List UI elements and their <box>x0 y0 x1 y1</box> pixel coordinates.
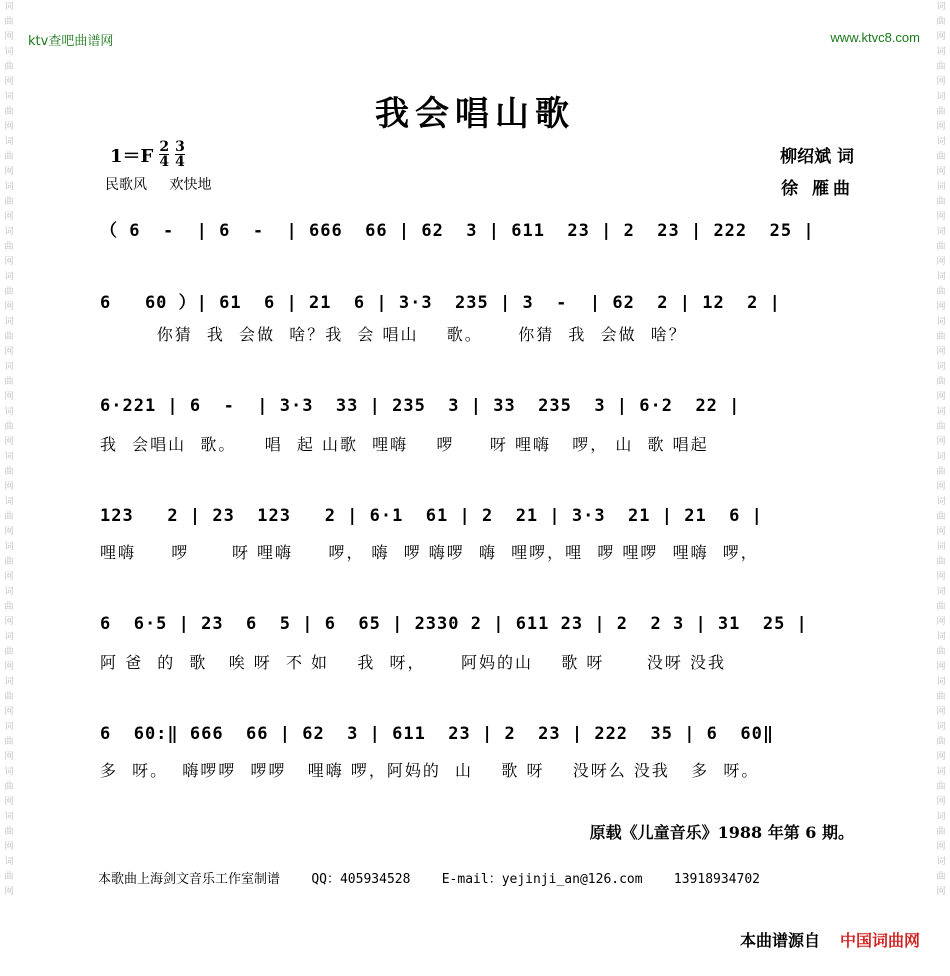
lyrics-line-6: 多 呀。 嗨啰啰 啰啰 哩嗨 啰，阿妈的 山 歌 呀 没呀么 没我 多 呀。 <box>100 761 760 780</box>
score-line-2 <box>100 288 856 324</box>
score-line-1 <box>100 216 856 252</box>
time-signature-1: $\frac{2}{4}$ <box>159 139 170 170</box>
lyrics-line-2: 你猜 我 会做 啥？我 会 唱山 歌。 你猜 我 会做 啥？ <box>100 325 687 344</box>
notation-line-2: 6 60 ）| 61 6 | 21 6 | 3·3 235 | 3 - | 62 2 | 12 2 | <box>100 293 781 313</box>
score-line-6 <box>100 724 856 760</box>
lyrics-line-3: 我 会唱山 歌。 唱 起 山歌 哩嗨 啰 呀 哩嗨 啰， 山 歌 唱起 <box>100 435 709 454</box>
score-line-4 <box>100 506 856 542</box>
origin-brand-link[interactable]: 中国词曲网 <box>839 931 920 950</box>
origin-label: 本曲谱源自 <box>739 931 820 950</box>
style-label: 民歌风 <box>105 177 147 193</box>
lyrics-line-5: 阿 爸 的 歌 唉 呀 不 如 我 呀， 阿妈的山 歌 呀 没呀 没我 <box>100 653 727 672</box>
score-line-5 <box>100 614 856 650</box>
lyricist: 柳绍斌 词 <box>780 147 854 167</box>
tempo-label: 欢快地 <box>169 177 212 193</box>
notation-line-6: 6 60:‖ 666 66 | 62 3 | 611 23 | 2 23 | 222 35 | 6 60‖ <box>100 724 775 744</box>
footer-credits <box>98 868 760 887</box>
email-text: E-mail：yejinji_an@126.com <box>441 872 643 887</box>
site-link-left[interactable]: ktv查吧曲谱网 <box>28 34 114 49</box>
style-tempo <box>105 174 229 194</box>
key-signature <box>110 140 185 169</box>
key-label: 1＝F <box>110 145 154 167</box>
source-note: 原载《儿童音乐》1988 年第 6 期。 <box>589 823 854 842</box>
notation-line-3: 6·221 | 6 - | 3·3 33 | 235 3 | 33 235 3 | 6·2 22 | <box>100 396 741 416</box>
origin-note <box>740 928 920 951</box>
time-signature-2: $\frac{3}{4}$ <box>175 139 185 170</box>
credit-text: 本歌曲上海剑文音乐工作室制谱 <box>98 872 281 887</box>
score-line-3 <box>100 396 856 432</box>
notation-line-4: 123 2 | 23 123 2 | 6·1 61 | 2 21 | 3·3 21 | 21 6 | <box>100 506 763 526</box>
composer: 徐 雁曲 <box>781 179 854 199</box>
notation-line-5: 6 6·5 | 23 6 5 | 6 65 | 2330 2 | 611 23 | 2 2 3 | 31 25 | <box>100 614 808 634</box>
qq-text: QQ：405934528 <box>311 872 411 887</box>
lyrics-line-4: 哩嗨 啰 呀 哩嗨 啰， 嗨 啰 嗨啰 嗨 哩啰，哩 啰 哩啰 哩嗨 啰， <box>100 543 759 562</box>
side-watermark-right: 词曲网词曲网词曲网词曲网词曲网词曲网词曲网词曲网词曲网词曲网词曲网词曲网词曲网词曲网词曲网词曲网词曲网词曲网词曲网词曲网 <box>936 2 946 897</box>
phone-text: 13918934702 <box>673 872 760 887</box>
site-link-right[interactable]: www.ktvc8.com <box>830 30 920 45</box>
song-title: 我会唱山歌 <box>375 94 575 134</box>
notation-line-1: （ 6 - | 6 - | 666 66 | 62 3 | 611 23 | 2 23 | 222 25 | <box>100 221 815 241</box>
side-watermark-left: 词曲网词曲网词曲网词曲网词曲网词曲网词曲网词曲网词曲网词曲网词曲网词曲网词曲网词曲网词曲网词曲网词曲网词曲网词曲网词曲网 <box>4 2 14 897</box>
